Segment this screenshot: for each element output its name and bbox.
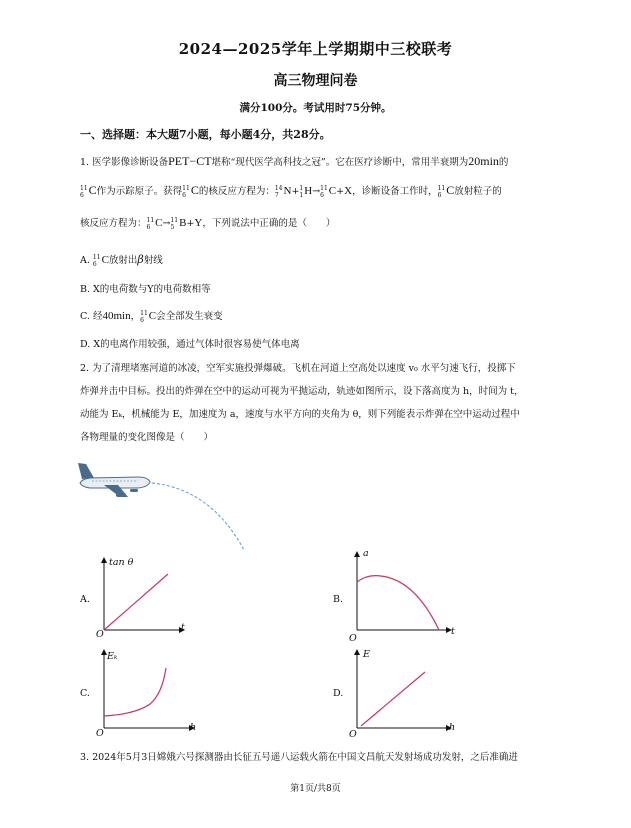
exam-subtitle: 高三物理问卷 [273,73,358,89]
section-heading: 一、选择题：本大题7小题，每小题4分，共28分。 [80,128,331,141]
q1-line3: 核反应方程为： 11 6 C→ 11 5 B+Y，下列说法中正确的是（ ） [80,216,336,231]
airplane-icon [78,463,150,497]
q1-option-b[interactable]: B. X的电荷数与Y的电荷数相等 [80,284,211,295]
graph-c-label: C. [80,688,90,699]
exam-note: 满分100分。考试用时75分钟。 [239,102,392,114]
q2-line3: 动能为 Eₖ，机械能为 E，加速度为 a，速度与水平方向的夹角为 θ，则下列能表示炸弹在空中运动过程中 [80,409,520,420]
graph-d-curve [361,672,425,726]
q3-line1: 3. 2024年5月3日嫦娥六号探测器由长征五号遥八运载火箭在中国文昌航天发射场成功发射，之后准确进 [80,752,518,763]
graph-b-curve [357,576,439,630]
graph-a-origin: O [96,629,104,640]
graph-d-origin: O [349,729,357,740]
graph-a-label: A. [80,594,90,605]
graph-b-ylabel: a [363,548,369,559]
graph-d-label: D. [333,688,344,699]
graph-a[interactable] [92,552,192,640]
airplane-figure [76,455,256,555]
q2-line4: 各物理量的变化图像是（ ） [80,432,214,443]
q2-line2: 炸弹并击中目标。投出的炸弹在空中的运动可视为平抛运动，轨迹如图所示，设下落高度为 h，时间为 t， [80,386,524,397]
graph-c-curve [104,668,166,716]
q2-line1: 2. 为了清理堵塞河道的冰凌，空军实施投弹爆破。飞机在河道上空高处以速度 v₀ 水平匀速飞行，投掷下 [80,363,516,374]
page-number: 第1页/共8页 [290,784,341,794]
graph-a-xlabel: t [181,622,185,633]
exam-title: 2024—2025学年上学期期中三校联考 [178,40,453,58]
graph-d[interactable] [345,648,457,734]
graph-d-ylabel: E [363,649,370,660]
q1-line2: 11 6 C作为示踪原子。获得 11 6 C的核反应方程为： 14 7 N+ 1 1 H→ 11 6 C+X，诊断设备工作时， 11 6 C放射粒子的 [80,183,502,199]
q1-option-c[interactable]: C. 经40min， 11 6 C会全部发生衰变 [80,309,223,324]
graph-a-ylabel: tan θ [109,557,134,568]
q1-line1: 1. 医学影像诊断设备PET−CT堪称“现代医学高科技之冠”。它在医疗诊断中，常用半衰期为20min的 [80,154,509,168]
graph-d-xlabel: h [449,722,456,733]
q1-halflife: 20min [468,154,499,168]
graph-b-xlabel: t [451,626,455,637]
q1-pet: PET−CT [168,154,212,168]
q1-option-d[interactable]: D. X的电离作用较强，通过气体时很容易使气体电离 [80,339,300,350]
q1-option-a[interactable]: A. 11 6 C放射出β射线 [80,253,163,268]
graph-a-curve [104,574,168,630]
graph-b-label: B. [333,594,344,605]
bomb-trajectory [152,483,244,550]
graph-c-origin: O [96,728,104,739]
graph-b-origin: O [349,633,357,644]
graph-b[interactable] [345,548,457,638]
graph-c-xlabel: h [190,722,197,733]
graph-c-ylabel: Eₖ [107,651,118,662]
